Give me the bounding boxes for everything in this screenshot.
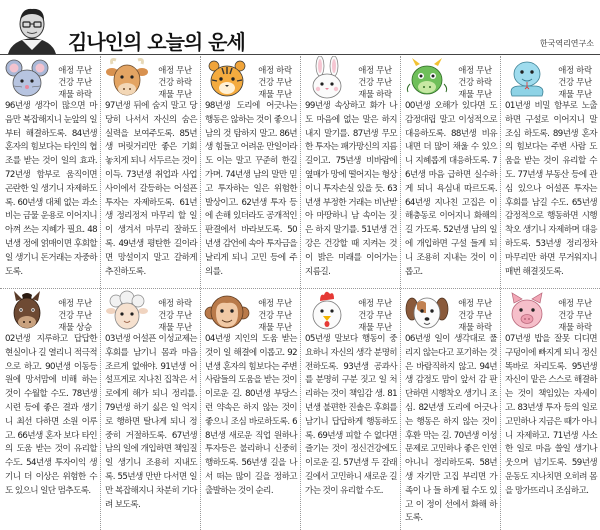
fortune-love: 애정 무난: [458, 65, 492, 75]
ox-icon: [104, 56, 150, 102]
fortune-summary: [252, 64, 298, 101]
fortune-text: 01년생 비밀 함부로 노출하면 구설로 이어지니 말 조심 하도록. 89년생 혼자의 힘보다는 주변 사람 도움을 받는 것이 유리할 수도. 77년생 부동산 등에 관심 있으나 어설픈 투자는 후회를 남길 수도. 65년생 감정적으로 행동하면 시행착오 생기니 자제하며 대응하도록. 53년생 정리정차 마무리만 하면 무거워지니 매번 해결짓도록.: [505, 101, 597, 277]
fortune-summary: [552, 297, 598, 334]
fortune-summary: [352, 64, 398, 101]
fortune-text: 02년생 지루하고 답답한 현실이나 길 열리니 적극적으로 하고. 90년생 이동등원에 망서맘에 비해 하는 것이 수월할 수도. 78년생 시련 등에 좋은 결과 생기니 최선 다하면 소원 이루고. 66년생 혼자 보다 타인의 도움 받는 것이 유리할 수도. 54년생 투자이익 생기니 더 이상은 위험한 수도 있으니 일단 멈추도록.: [5, 334, 97, 496]
pig-icon: [504, 289, 550, 335]
fortune-love: 애정 무난: [358, 298, 392, 308]
column-divider: [500, 56, 501, 530]
header-divider: [0, 54, 600, 55]
fortune-text: 99년생 속상하고 화가 나도 마음에 없는 말은 하지 내지 말기를. 87년생 무모한 투자는 패가망신의 지름길이고. 75년생 비바람에 옆매가 망에 떨어지는 형상이니 투자손실 있을 듯. 63년생 부정한 거래는 비난받아 마땅하니 남 속이는 짓은 하지 말기를. 51년생 건강은 건강할 때 지켜는 것이 밝은 미래를 이어가는 지름길.: [305, 101, 397, 277]
zodiac-cell-snake: [502, 56, 599, 289]
header: [0, 0, 600, 56]
fortune-health: 건강 무난: [558, 77, 592, 88]
fortune-love: 애정 무난: [258, 298, 292, 308]
zodiac-cell-monkey: [202, 289, 299, 522]
fortune-love: 애정 하락: [558, 65, 592, 75]
dog-icon: [404, 289, 450, 335]
fortune-love: 애정 무난: [158, 65, 192, 75]
column-divider: [400, 56, 401, 530]
fortune-summary: [52, 297, 98, 334]
sheep-icon: [104, 289, 150, 335]
zodiac-cell-horse: [2, 289, 99, 522]
rabbit-icon: [304, 56, 350, 102]
tiger-icon: [204, 56, 250, 102]
fortune-love: 애정 무난: [358, 65, 392, 75]
fortune-wealth: 재물 하락: [358, 89, 392, 100]
fortune-wealth: 재물 무난: [258, 89, 292, 100]
zodiac-cell-dragon: [402, 56, 499, 289]
monkey-icon: [204, 289, 250, 335]
zodiac-cell-dog: [402, 289, 499, 522]
fortune-wealth: 재물 상승: [58, 322, 92, 333]
fortune-wealth: 재물 무난: [158, 89, 192, 100]
fortune-text: 06년생 일이 생각대로 풀리지 않는다고 포기하는 것은 바람직하지 않고. 94년생 감정도 맘이 앞서 감 판단하면 시행착오 생기니 조심. 82년생 도리에 어긋나는 행동은 하지 않는 것이 후환 막는 길. 70년생 이성문제로 고민하나 좋은 인연 아니니 정리하도록. 58년생 자기만 고집 부리면 가족이 나 들 하게 될 수도 있고 이 정이 선에서 화해 하도록.: [405, 334, 497, 524]
row-divider: [0, 288, 600, 289]
dragon-icon: [404, 56, 450, 102]
fortune-health: 건강 무난: [458, 310, 492, 321]
fortune-summary: [52, 64, 98, 101]
fortune-health: 건강 무난: [258, 77, 292, 88]
fortune-love: 애정 무난: [558, 298, 592, 308]
zodiac-cell-ox: [102, 56, 199, 289]
fortune-text: 05년생 말보다 행동이 중요하니 자신의 생각 분명히 전하도록. 93년생 공과사를 분명히 구분 짓고 일 처리하는 것이 책임감 생. 81년생 불편한 진솔은 후회를 남기니 답답하게 행동하도록. 69년생 피할 수 없다면 즐기는 것이 정신건강에도 이로운 길. 57년생 두 갈래 길에서 고민하니 새로운 길 가는 것이 유리할 수도.: [305, 334, 397, 496]
fortune-health: 건강 무난: [358, 77, 392, 88]
fortune-health: 건강 무난: [258, 310, 292, 321]
fortune-wealth: 재물 무난: [358, 322, 392, 333]
fortune-health: 건강 무난: [58, 77, 92, 88]
fortune-text: 97년생 뒤에 숨지 말고 당당히 나서서 자신의 숨은 실력을 보여주도록. 85년생 머릿거리만 좋은 기회 놓치게 되니 서두르는 것이 이득. 73년생 취업과 사업 사이에서 갈등하는 어설픈 투자는 자제하도록. 61년생 정리정저 마무리 할 일이 생겨서 마무리 잘하도록. 49년생 평탄한 길이라면 망설이지 말고 갈하게 추진하도록.: [105, 101, 197, 277]
fortune-love: 애정 무난: [58, 298, 92, 308]
fortune-summary: [452, 64, 498, 101]
zodiac-cell-mouse: [2, 56, 99, 289]
zodiac-cell-tiger: [202, 56, 299, 289]
fortune-health: 건강 하락: [458, 77, 492, 88]
fortune-health: 건강 하락: [158, 77, 192, 88]
fortune-wealth: 재물 하락: [558, 322, 592, 333]
fortune-love: 애정 무난: [58, 65, 92, 75]
fortune-text: 00년생 오해가 있다면 도 감정대립 말고 이성적으로 대응하도록. 88년생 비유내면 더 많이 채울 수 있으니 지혜롭게 대응하도록. 76년생 마음 급하면 실수하게 되니 욕심내 따르도록. 64년생 지나친 고집은 이해충동로 이어지니 화해의 길 가도록. 52년생 남의 일에 개입하면 구설 들게 되니 조용히 지내는 것이 이롭고.: [405, 101, 497, 277]
fortune-health: 건강 무난: [558, 310, 592, 321]
source-label: 한국역리연구소: [539, 39, 594, 48]
zodiac-cell-pig: [502, 289, 599, 522]
horse-icon: [4, 289, 50, 335]
fortune-health: 건강 무난: [358, 310, 392, 321]
zodiac-cell-rabbit: [302, 56, 399, 289]
page-title: 김나인의 오늘의 운세: [68, 30, 245, 54]
column-divider: [300, 56, 301, 530]
zodiac-cell-rooster: [302, 289, 399, 522]
snake-icon: [504, 56, 550, 102]
fortune-text: 07년생 밥을 잘못 디디면 구덩이에 빠지게 되니 정신 똑바로 차리도록. 95년생 자신이 맡은 스스로 해결하는 것이 책임있는 자세이고. 83년생 투자 등의 일로 고민하나 지금은 때가 아니니 자제하고. 71년생 사소한 일로 마음 쓸일 생기나 웃으며 넘기도록. 59년생 운동도 지나치면 오히려 몸을 망가뜨리니 조심하고.: [505, 334, 597, 496]
rooster-icon: [304, 289, 350, 335]
fortune-summary: [152, 64, 198, 101]
fortune-love: 애정 하락: [158, 298, 192, 308]
fortune-wealth: 재물 하락: [58, 89, 92, 100]
fortune-summary: [252, 297, 298, 334]
fortune-love: 애정 무난: [458, 298, 492, 308]
fortune-wealth: 재물 무난: [158, 322, 192, 333]
fortune-text: 03년생 어설픈 이성교제는 후회를 남기니 몸과 마음 조르게 없애야. 91년생 어설프게로 지나친 집착은 서로에게 해가 되니 정리를. 79년생 하기 싫은 일 억지로 행하면 탈나게 되니 정중히 거절하도록. 67년생 남의 일에 개입하면 책임질 일 생기니 조용히 지내도록. 55년생 만반 다서면 일만 복잡해지니 차분히 기다려 보도록.: [105, 334, 197, 510]
zodiac-cell-sheep: [102, 289, 199, 522]
fortune-text: 04년생 지인의 도움 받는 것이 일 해결에 이롭고. 92년생 혼자의 힘보다는 주변 사람들의 도움을 받는 것이 이로운 길. 80년생 부당스런 약속은 하지 않는 것이 좋으니 조심 바로하도록. 68년생 새로운 직업 원하나 투자등은 불리하니 신중히 행하도록. 56년생 길을 나서 떠는 많이 길을 정하고 출발하는 것이 순리.: [205, 334, 297, 496]
column-divider: [200, 56, 201, 530]
zodiac-grid: [0, 56, 600, 530]
fortune-wealth: 재물 하락: [458, 322, 492, 333]
column-divider: [100, 56, 101, 530]
fortune-summary: [552, 64, 598, 101]
fortune-summary: [452, 297, 498, 334]
fortune-text: 96년생 생각이 많으면 마음만 복잡해지니 눈앞의 일부터 해결하도록. 84년생 혼자의 힘보다는 타인의 협조를 받는 것이 일의 효과. 72년생 함부로 움직이면 곤란한 일 생기니 자제하도록. 60년생 대체 없는 과소비는 금물 운용로 이어지니 아껴 쓰는 지혜가 필요. 48년생 정에 얽매이면 후회할 일 생기니 돈거래는 자중하도록.: [5, 101, 97, 277]
fortune-wealth: 재물 무난: [558, 89, 592, 100]
mouse-icon: [4, 56, 50, 102]
fortune-text: 98년생 도리에 어긋나는 행동은 않하는 것이 좋으니 남의 것 탐하지 말고. 86년생 힘들고 어려운 만일이라도 이는 말고 꾸준히 한길 가며. 74년생 남의 말만 믿고 투자하는 일은 위험한 발상이고. 62년생 투자 등에 손해 있더라도 공개적인 판결에서 바라보도록. 50년생 감언에 속아 투자금을 날리게 되니 고민 등에 주의를.: [205, 101, 297, 277]
fortune-summary: [352, 297, 398, 334]
fortune-love: 애정 하락: [258, 65, 292, 75]
fortune-health: 건강 무난: [58, 310, 92, 321]
fortune-health: 건강 무난: [158, 310, 192, 321]
fortune-wealth: 재물 무난: [258, 322, 292, 333]
author-portrait-icon: [4, 4, 60, 54]
fortune-summary: [152, 297, 198, 334]
fortune-wealth: 재물 무난: [458, 89, 492, 100]
